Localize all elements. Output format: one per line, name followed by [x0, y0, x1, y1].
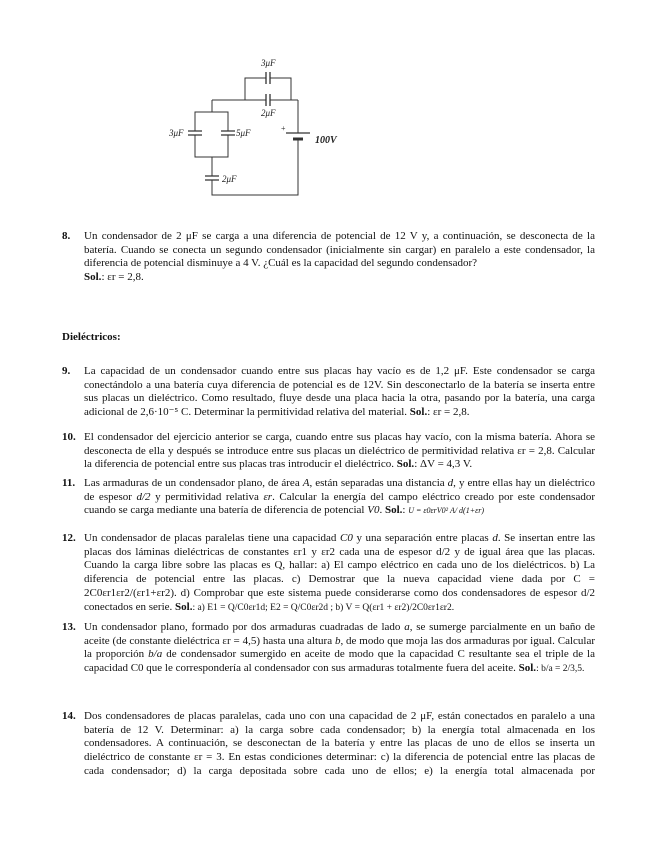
var-C0: C0	[340, 532, 353, 544]
exercise-13	[62, 621, 595, 677]
exercise-text: , y entre ellas hay un dieléctrico de espesor	[84, 477, 595, 503]
exercise-10	[62, 431, 595, 472]
capacitor-left	[188, 131, 202, 135]
circuit-wire	[195, 100, 228, 157]
exercise-text: El condensador del ejercicio anterior se carga, cuando entre sus placas hay vacío, con la misma batería. Ahora se desconecta de ella y después se introduce entre sus placas un dieléctrico de permitividad relativa εr = 2,8. Calcular la diferencia de potencial entre sus placas tras introducir el dieléctrico.	[84, 431, 595, 471]
var-d2: d/2	[136, 490, 151, 503]
var-d: d	[492, 532, 498, 544]
exercise-text: de condensador sumergido en aceite de modo que la capacidad C resultante sea el triple de la capacidad C0 que le correspondería al condensador con sus armaduras totalmente fuera del aceite.	[84, 648, 595, 675]
solution-text: : a) E1 = Q/C0εr1d; E2 = Q/C0εr2d ; b) V = Q(εr1 + εr2)/2C0εr1εr2.	[192, 602, 455, 613]
exercise-text: La capacidad de un condensador cuando entre sus placas hay vacío es de 1,2 μF. Este condensador se carga conectándolo a una batería cuya diferencia de potencial es de 12V. Sin desconectarlo de la batería se inserta entre sus placas un dieléctrico. Como resultado, fluye desde una placa hacia la otra, pasando por la batería, una carga adicional de 2,6·10⁻⁵ C. Determinar la permitividad relativa del material.	[84, 365, 595, 419]
exercise-number: 13.	[62, 621, 76, 633]
solution-text: : εr = 2,8.	[427, 406, 470, 419]
label-battery: 100V	[315, 135, 337, 146]
label-left-cap: 3μF	[169, 128, 184, 138]
exercise-text: Un condensador de placas paralelas tiene una capacidad	[84, 532, 340, 544]
solution-label: Sol.	[396, 458, 415, 471]
solution-text: : b/a = 2/3,5.	[536, 664, 585, 675]
capacitor-top	[266, 72, 270, 84]
var-b: b	[334, 634, 341, 647]
exercise-text: Un condensador de 2 μF se carga a una diferencia de potencial de 12 V y, a continuación, se desconecta de la batería. Cuando se conecta un segundo condensador (inicialmente sin cargar) en paralelo a este condensador, la diferencia de potencial disminuye a 4 V. ¿Cuál es la capacidad del segundo condensador?	[84, 230, 595, 270]
exercise-number: 12.	[62, 532, 76, 544]
exercise-number: 14.	[62, 710, 76, 722]
exercise-text: .	[379, 504, 385, 517]
exercise-number: 9.	[62, 365, 71, 377]
label-plus: +	[281, 124, 286, 133]
circuit-wire	[212, 140, 298, 195]
exercise-text: , están separadas una distancia	[309, 477, 448, 489]
exercise-text: y permitividad relativa	[150, 490, 264, 503]
exercise-text: . Calcular la energía del campo eléctrico creado por este condensador cuando se carga mediante una batería de diferencia de potencial	[84, 490, 596, 517]
label-mid-cap: 2μF	[261, 108, 276, 118]
solution-label: Sol.	[84, 271, 102, 284]
label-bottom-cap: 2μF	[222, 174, 237, 184]
solution-text: : ΔV = 4,3 V.	[414, 458, 473, 471]
solution-text: :	[402, 504, 409, 517]
exercise-number: 11.	[62, 477, 76, 489]
exercise-text: Un condensador plano, formado por dos armaduras cuadradas de lado	[84, 621, 405, 633]
label-right-cap: 5μF	[236, 128, 251, 138]
capacitor-right	[221, 131, 235, 135]
solution-text: : εr = 2,8.	[101, 271, 144, 284]
var-V0: V0	[367, 504, 380, 517]
label-top-cap: 3μF	[261, 58, 276, 68]
exercise-text: , de modo que moja las dos armaduras por igual. Calcular la proporción	[84, 634, 595, 661]
exercise-text: . Se insertan entre las placas dos láminas dieléctricas de constantes εr1 y εr2 cada una de espesor d/2 y de igual área que las placas. Cuando la carga libre sobre las placas es Q, hallar: a) El campo eléctrico en cada uno de los dieléctricos. b) La diferencia de potencial entre las placas. c) Demostrar que la nueva capacidad viene dada por C = 2C0εr1εr2/(εr1+εr2). d) Comprobar que este sistema puede considerarse como dos condensadores de espesor d/2 conectados en serie.	[84, 532, 595, 613]
solution-label: Sol.	[384, 504, 403, 517]
capacitor-mid	[266, 94, 270, 106]
exercise-11	[62, 477, 595, 518]
exercise-8	[62, 230, 595, 285]
capacitor-bottom	[205, 176, 219, 180]
exercise-text: , se sumerge parcialmente en un baño de aceite (de constante dieléctrica εr = 4,5) hasta una altura	[84, 621, 595, 647]
solution-label: Sol.	[409, 406, 428, 419]
var-a: a	[404, 621, 410, 633]
exercise-number: 8.	[62, 230, 71, 242]
section-heading: Dieléctricos:	[62, 331, 121, 343]
exercise-12	[62, 532, 595, 615]
capacitor-circuit-diagram	[0, 0, 655, 210]
exercise-14	[62, 710, 595, 779]
var-er: εr	[263, 490, 273, 503]
exercise-number: 10.	[62, 431, 76, 443]
exercise-9	[62, 365, 595, 420]
circuit-wire	[245, 78, 291, 100]
solution-formula: U = ε0εrV0² A/ d(1+εr)	[408, 506, 485, 516]
exercise-text: Dos condensadores de placas paralelas, cada uno con una capacidad de 2 μF, están conectados en paralelo a una batería de 12 V. Determinar: a) la carga sobre cada condensador; b) la energía total almacenada en los condensadores. A continuación, se desconectan de la batería y entre las placas de uno de ellos se inserta un dieléctrico de constante εr = 3. En estas condiciones determinar: c) la diferencia de potencial entre las placas de cada condensador; d) la carga depositada sobre cada uno de ellos; e) la energía total almacenada por	[84, 710, 595, 777]
var-A: A	[302, 477, 310, 489]
exercise-text: y una separación entre placas	[352, 532, 493, 544]
exercise-text: Las armaduras de un condensador plano, de área	[84, 477, 303, 489]
solution-label: Sol.	[518, 662, 537, 675]
solution-label: Sol.	[175, 600, 193, 613]
var-ba: b/a	[148, 648, 163, 661]
var-d: d	[447, 477, 454, 489]
